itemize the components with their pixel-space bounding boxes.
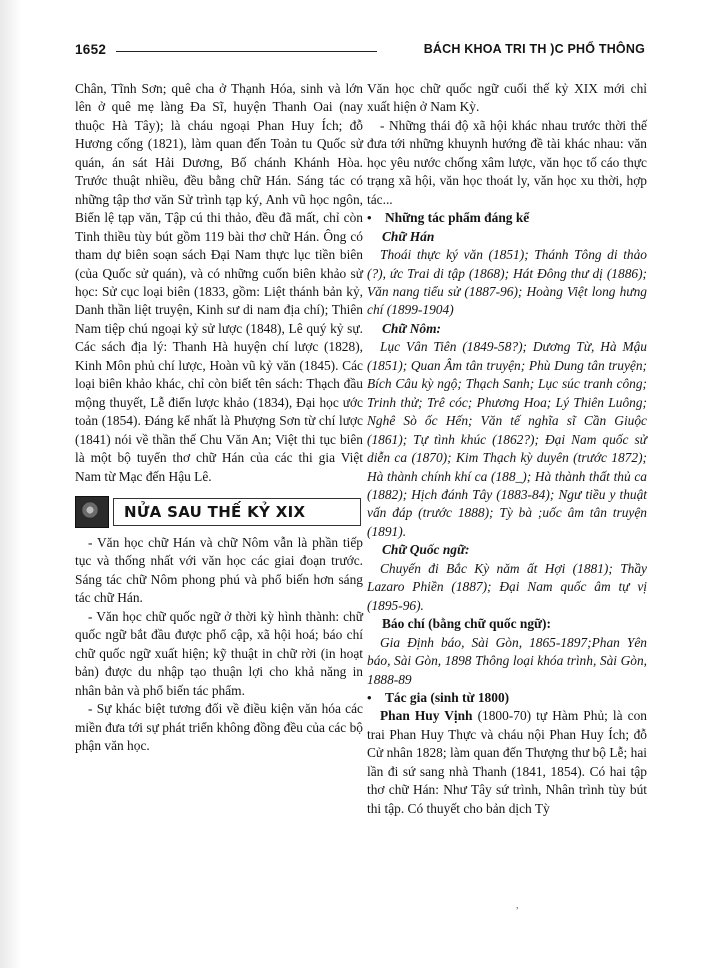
section-title: NỬA SAU THẾ KỶ XIX <box>113 498 361 526</box>
running-title: BÁCH KHOA TRI TH )C PHỔ THÔNG <box>423 42 645 56</box>
left-paragraph-4: - Sự khác biệt tương đối về điều kiện văn hóa các miền đưa tới sự phát triển không đồng đều của các bộ phận văn học. <box>75 701 363 753</box>
bullet-notable-works-label: Những tác phẩm đáng kể <box>385 210 530 226</box>
right-paragraph-1: Văn học chữ quốc ngữ cuối thế kỷ XIX mới chỉ xuất hiện ở Nam Kỳ. <box>367 81 647 115</box>
quoc-ngu-works: Chuyến đi Bắc Kỳ năm ất Hợi (1881); Thầy Lazaro Phiền (1887); Đại Nam quốc âm tự vị (1895-96). <box>367 560 647 613</box>
nom-works: Lục Vân Tiên (1849-58?); Dương Từ, Hà Mậu (1851); Quan Âm tân truyện; Phù Dung tân truyện; Bích Câu kỳ ngộ; Thạch Sanh; Lục súc tranh công; Trinh thử; Trê cóc; Phương Hoa; Lý Thiên Luông; Nghê Sò ốc Hến; Văn tế nghĩa sĩ Cần Giuộc (1861); Tự tình khúc (1862?); Đại Nam quốc sử diễn ca (1870); Kim Thạch kỳ duyên (trước 1872); Hà thành chính khí ca (188_); Hà thành thất thủ ca (1882); Hịch đánh Tây (1883-84); Ngư tiều y thuật vấn đáp (trước 1888); Tỳ bà ;uốc âm tân truyện (1891). <box>367 339 647 539</box>
author-name: Phan Huy Vịnh <box>380 708 473 724</box>
header-rule <box>116 51 377 52</box>
subheading-quoc-ngu: Chữ Quốc ngữ: <box>382 542 470 558</box>
bullet-notable-works <box>367 209 647 227</box>
page-edge-shadow <box>0 0 22 968</box>
section-heading <box>75 496 363 526</box>
bullet-icon: • <box>367 210 372 226</box>
left-column <box>75 80 363 755</box>
press-works: Gia Định báo, Sài Gòn, 1865-1897;Phan Yên báo, Sài Gòn, 1898 Thông loại khóa trình, Sài Gòn, 1888-89 <box>367 634 647 687</box>
author-text: (1800-70) tự Hàm Phủ; là con trai Phan Huy Thực và cháu nội Phan Huy Ích; đỗ Cử nhân 1828; làm quan đến Thượng thư bộ Lễ; hai lần đi sứ sang nhà Thanh (1841, 1854). Có hai tập thơ chữ Hán: Như Tây sứ trình, Nhân trình tùy bút thi tập. Có thuyết cho bản dịch Tỳ <box>367 708 647 816</box>
subheading-nom: Chữ Nôm: <box>382 320 441 336</box>
right-column <box>367 80 647 818</box>
subheading-press: Báo chí (bằng chữ quốc ngữ): <box>382 616 551 632</box>
section-ornament-icon <box>75 496 109 528</box>
right-paragraph-2: - Những thái độ xã hội khác nhau trước thời thế đưa tới những khuynh hướng đề tài khác nhau: văn học yêu nước chống xâm lược, văn học tố cáo thực trạng xã hội, văn học thoát ly, văn học xu thời, hợp tác... <box>367 117 647 207</box>
left-paragraph-2: - Văn học chữ Hán và chữ Nôm vẫn là phần tiếp tục và thống nhất với văn học các giai đoạn trước. Sáng tác chữ Nôm phong phú và phổ biến hơn sáng tác chữ Hán. <box>75 534 363 606</box>
author-entry <box>367 707 647 818</box>
bullet-icon: • <box>367 689 372 705</box>
page-number: 1652 <box>75 42 107 57</box>
stray-mark: , <box>516 900 519 911</box>
left-paragraph-1: Chân, Tĩnh Sơn; quê cha ở Thạnh Hóa, sinh và lớn lên ở quê mẹ làng Đa Sĩ, huyện Thanh Oai (nay thuộc Hà Tây); là cháu ngoại Phan Huy Ích; đỗ Hương cống (1821), làm quan đến Toản tu Quốc sử quán, án sát Hải Dương, Bố chánh Khánh Hòa. Trước thuật nhiều, đều bằng chữ Hán. Sáng tác có những tập thơ văn Sử trình tạp ký, Anh vũ học ngôn, Biển lệ tạp văn, Tập cú thi thảo, đều đã mất, chỉ còn Tinh thiều tùy bút gồm 119 bài thơ chữ Hán. Ông có tham dự biên soạn sách Đại Nam thực lục tiền biên (của Quốc sử quán), và có những cuốn biên khảo sử học: Sử cục loại biên (1833, gồm: Liệt thánh bản kỷ, Danh thần liệt truyện, Kinh sư di nam địa chí); Thiên Nam tiệp chú ngoại kỷ sử lược (1848), Lê quý kỷ sự. Các sách địa lý: Thanh Hà huyện chí lược (1828), Kinh Môn phủ chí lược, Hoàn vũ kỷ văn (1845). Các loại biên khảo khác, chỉ còn biết tên sách: Thạch đầu mộng thuyết, Lễ điển lược khảo (1834), Đại học ước toản (1854). Đáng kể nhất là Phượng Sơn từ chí lược (1841) nói về thần thế Chu Văn An; Việt thi tục biên là một bộ tuyển thơ chữ Hán của các thi gia Việt Nam từ Mạc đến Hậu Lê. <box>75 81 363 484</box>
bullet-authors <box>367 689 647 707</box>
left-paragraph-3: - Văn học chữ quốc ngữ ở thời kỳ hình thành: chữ quốc ngữ bắt đầu được phổ cập, xã hội hoá; báo chí chữ quốc ngữ xuất hiện; kỹ thuật in chữ rời (in hoạt bản) được du nhập tạo thuận lợi cho khả năng in nhân bản và phổ biến tác phẩm. <box>75 608 363 698</box>
subheading-han: Chữ Hán <box>382 228 435 244</box>
page-header <box>75 42 645 64</box>
han-works: Thoái thực ký văn (1851); Thánh Tông di thảo (?), ức Trai di tập (1868); Hát Đông thư dị (1886); Văn nang tiểu sử (1887-96); Hoàng Việt long hưng chí (1899-1904) <box>367 247 647 318</box>
bullet-authors-label: Tác gia (sinh từ 1800) <box>385 689 510 705</box>
